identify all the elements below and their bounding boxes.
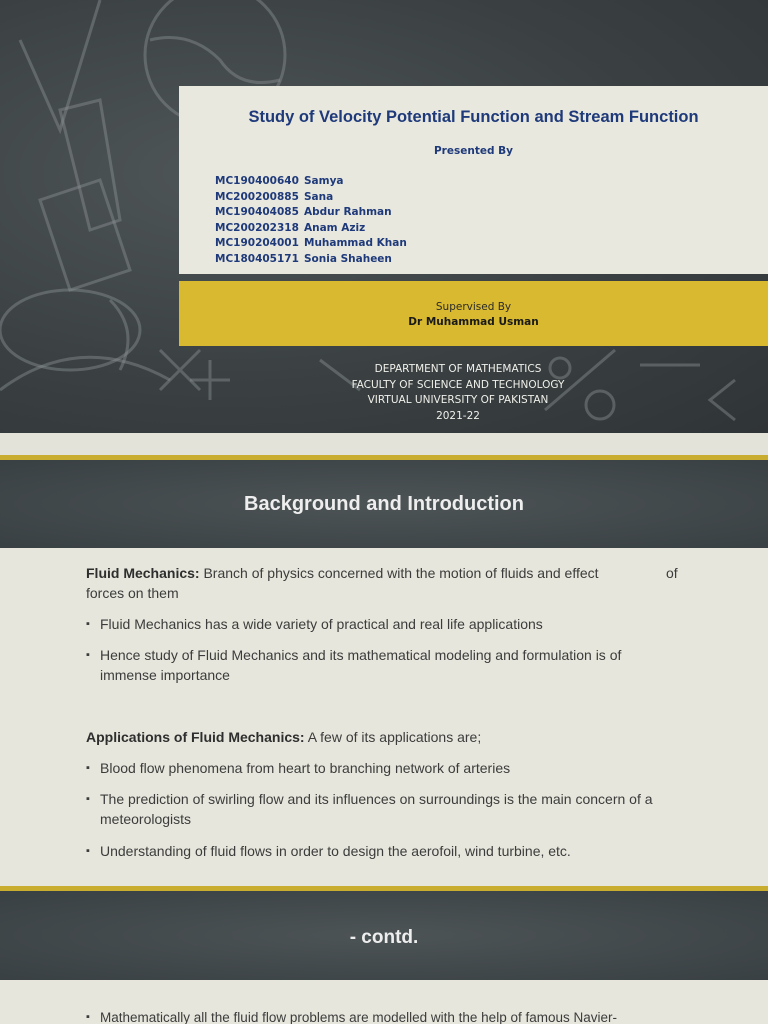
supervised-by-label: Supervised By [435,301,512,313]
member-id: MC190204001 [215,237,299,249]
slide-content [0,548,768,886]
department-name: DEPARTMENT OF MATHEMATICS [374,363,542,375]
slide-content [0,980,768,1024]
member-row [215,237,407,253]
institution-block [179,362,737,424]
applications-text: A few of its applications are; [304,729,482,745]
academic-year: 2021-22 [436,409,480,422]
member-list [215,175,407,268]
slide-header [0,891,768,980]
slide-separator [0,433,768,455]
university-name: VIRTUAL UNIVERSITY OF PAKISTAN [367,394,549,406]
member-name: Muhammad Khan [304,237,407,249]
list-item: ▪ Hence study of Fluid Mechanics and its mathematical modeling and formulation is of immense importance [86,646,676,685]
presentation-title: Study of Velocity Potential Function and Stream Function [248,108,699,126]
member-id: MC190400640 [215,175,299,187]
list-item: ▪ Blood flow phenomena from heart to branching network of arteries [86,759,686,779]
member-row [215,175,407,191]
list-item: ▪ Mathematically all the fluid flow problems are modelled with the help of famous Navier- [86,1008,686,1024]
applications-term: Applications of Fluid Mechanics: [86,729,305,745]
member-id: MC200200885 [215,190,299,203]
supervisor-name: Dr Muhammad Usman [408,316,539,328]
fluid-mechanics-definition [86,564,686,584]
member-row [215,206,407,222]
list-item: ▪ The prediction of swirling flow and its influences on surroundings is the main concern of a meteorologists [86,790,676,829]
member-name: Anam Aziz [304,221,366,234]
member-row [215,191,407,207]
member-name: Samya [304,175,344,187]
member-row [215,222,407,238]
slide-header [0,460,768,548]
slide-title: Background and Introduction [244,493,524,515]
faculty-name: FACULTY OF SCIENCE AND TECHNOLOGY [351,378,565,391]
member-row [215,253,407,269]
list-item: ▪ Fluid Mechanics has a wide variety of practical and real life applications [86,615,686,635]
list-item: ▪ Understanding of fluid flows in order to design the aerofoil, wind turbine, etc. [86,842,686,862]
title-slide [0,0,768,433]
member-name: Sonia Shaheen [304,252,392,265]
slide-title: - contd. [349,927,419,948]
definition-text-line2: forces on them [86,584,179,601]
member-id: MC200202318 [215,221,299,234]
definition-text: Branch of physics concerned with the motion of fluids and effect [199,565,599,581]
member-id: MC180405171 [215,252,299,265]
member-name: Abdur Rahman [304,206,392,218]
supervisor-band [179,281,768,346]
member-name: Sana [304,190,334,203]
presented-by-label: Presented By [433,145,513,157]
member-id: MC190404085 [215,206,299,218]
applications-heading [86,728,686,748]
definition-text-tail: of [666,565,678,581]
definition-term: Fluid Mechanics: [86,565,200,581]
title-card [179,86,768,274]
